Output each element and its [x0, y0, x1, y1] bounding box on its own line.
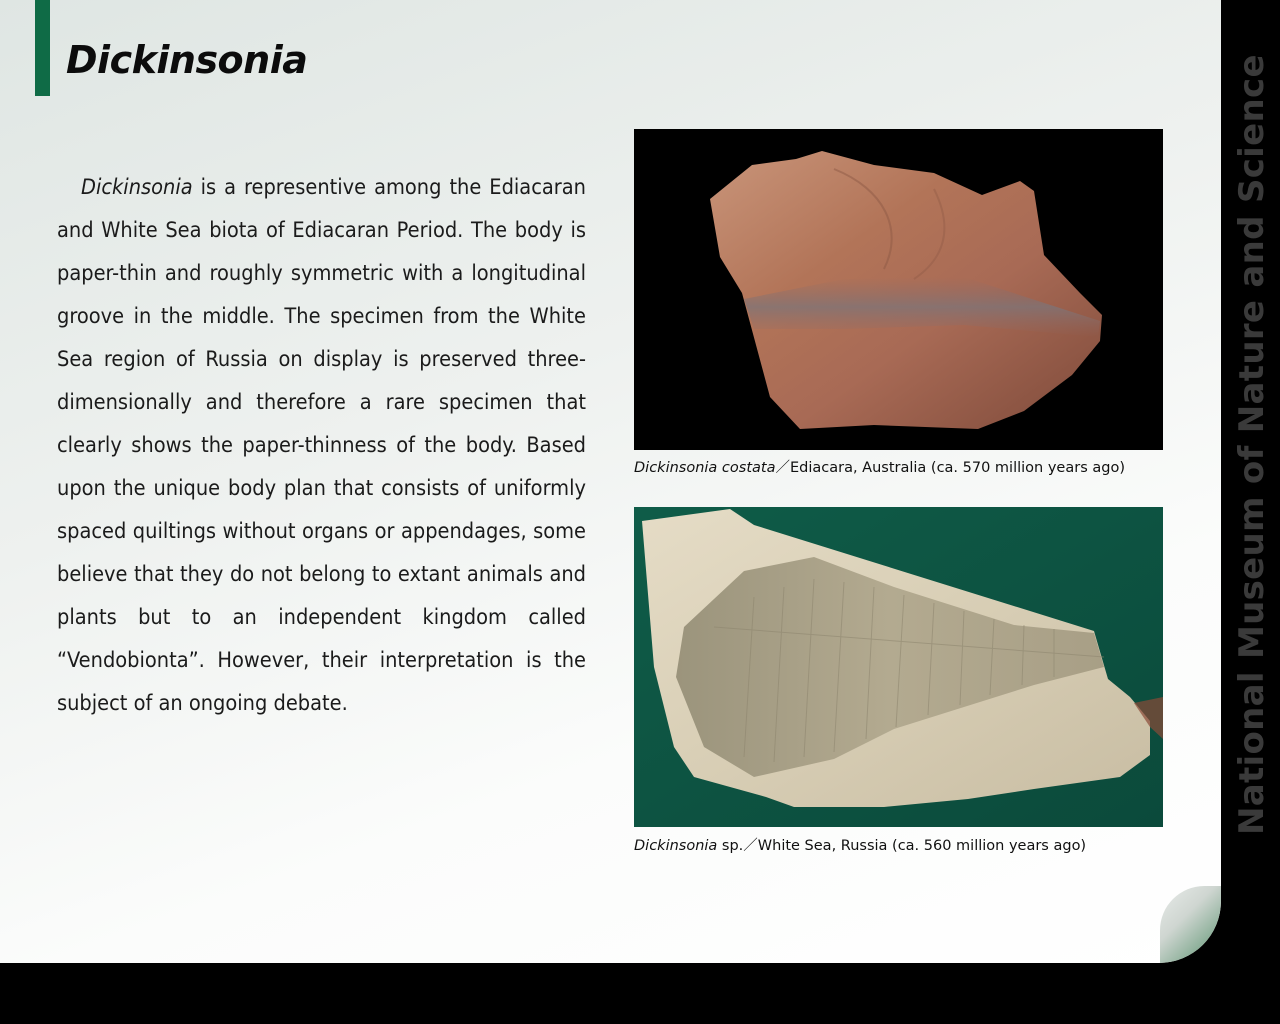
fossil-slab-white-sea-image [634, 507, 1163, 827]
description-lead-italic: Dickinsonia [81, 175, 193, 200]
caption-species-italic: Dickinsonia costata [634, 460, 776, 476]
caption-locality: ／Ediacara, Australia (ca. 570 million years ago) [775, 460, 1125, 476]
page-title: Dickinsonia [66, 38, 308, 82]
photo-caption-costata [634, 456, 1194, 477]
fossil-photo-white-sea [634, 507, 1163, 827]
photo-caption-white-sea [634, 834, 1194, 855]
museum-side-label: National Museum of Nature and Science [1232, 54, 1272, 835]
title-accent-bar [35, 0, 50, 96]
caption-locality: sp.／White Sea, Russia (ca. 560 million years ago) [717, 838, 1087, 854]
description-paragraph [57, 166, 586, 725]
caption-genus-italic: Dickinsonia [634, 838, 718, 854]
page-curl-corner[interactable] [1160, 886, 1221, 963]
fossil-photo-costata [634, 129, 1163, 450]
description-text: is a representive among the Ediacaran and White Sea biota of Ediacaran Period. The body is paper-thin and roughly symmetric with a longitudinal groove in the middle. The specimen from the White Sea region of Russia on display is preserved three-dimensionally and therefore a rare specimen that clearly shows the paper-thinness of the body. Based upon the unique body plan that consists of uniformly spaced quiltings without organs or appendages, some believe that they do not belong to extant animals and plants but to an independent kingdom called “Vendobionta”. However, their interpretation is the subject of an ongoing debate. [57, 175, 586, 716]
fossil-slab-costata-image [634, 129, 1163, 450]
